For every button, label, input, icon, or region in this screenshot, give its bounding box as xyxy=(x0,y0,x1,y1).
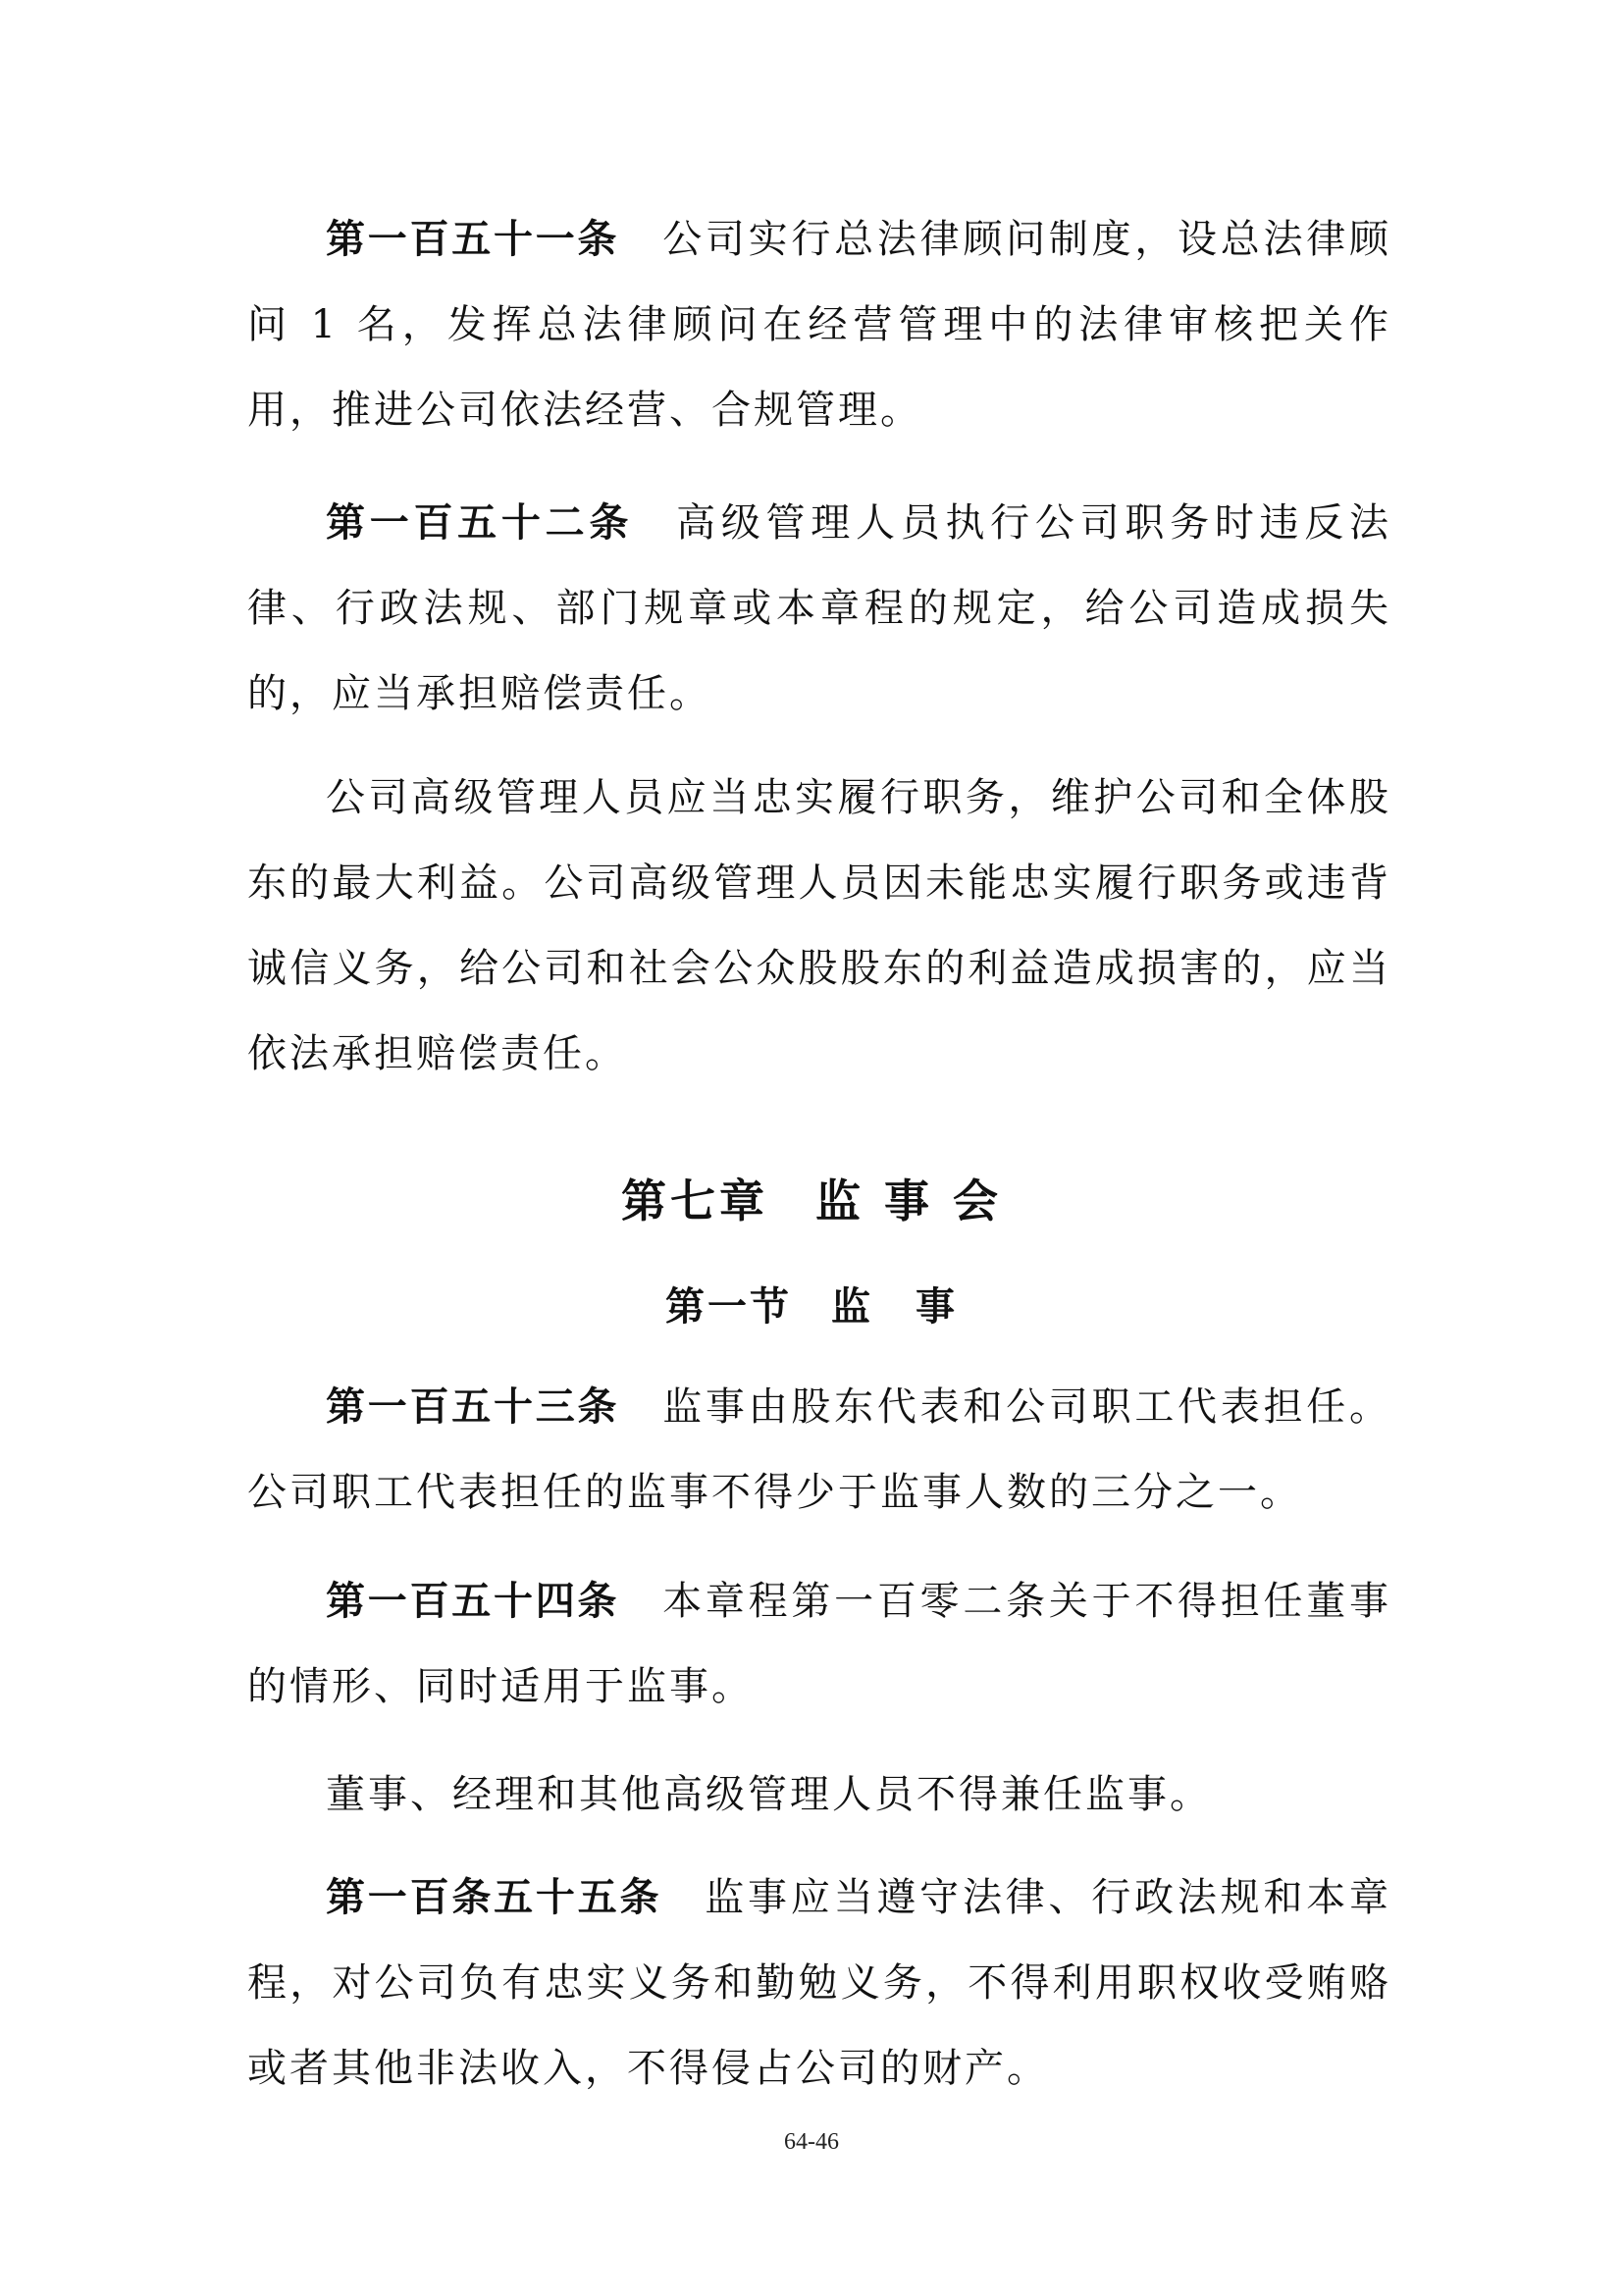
article-number: 第一百五十二条 xyxy=(326,499,634,546)
section-heading xyxy=(0,1276,1623,1331)
article-153 xyxy=(247,1364,1391,1536)
article-152 xyxy=(247,480,1391,737)
section-title: 监 事 xyxy=(831,1283,958,1330)
chapter-title: 监 事 会 xyxy=(814,1174,1003,1227)
article-151 xyxy=(247,196,1391,453)
chapter-heading xyxy=(0,1166,1623,1230)
article-155 xyxy=(247,1854,1391,2112)
article-number: 第一百五十三条 xyxy=(326,1383,620,1430)
article-text: 监事由股东代表和公司职工代表担任。公司职工代表担任的监事不得少于监事人数的三分之一。 xyxy=(247,1384,1392,1515)
article-number: 第一百条五十五条 xyxy=(326,1874,662,1920)
article-154 xyxy=(247,1558,1391,1730)
article-text: 高级管理人员执行公司职务时违反法律、行政法规、部门规章或本章程的规定，给公司造成损失的，应当承担赔偿责任。 xyxy=(247,500,1392,716)
article-text: 监事应当遵守法律、行政法规和本章程，对公司负有忠实义务和勤勉义务，不得利用职权收受贿赂或者其他非法收入，不得侵占公司的财产。 xyxy=(247,1875,1392,2091)
article-text: 公司实行总法律顾问制度，设总法律顾问 1 名，发挥总法律顾问在经营管理中的法律审核把关作用，推进公司依法经营、合规管理。 xyxy=(247,217,1392,433)
article-number: 第一百五十一条 xyxy=(326,216,620,262)
chapter-number: 第七章 xyxy=(620,1174,768,1227)
section-number: 第一节 xyxy=(665,1283,792,1330)
paragraph-exclusion: 董事、经理和其他高级管理人员不得兼任监事。 xyxy=(326,1772,1212,1817)
article-text: 本章程第一百零二条关于不得担任董事的情形、同时适用于监事。 xyxy=(247,1579,1392,1709)
article-number: 第一百五十四条 xyxy=(326,1578,620,1624)
page-number: 64-46 xyxy=(784,2129,839,2155)
paragraph-loyalty: 公司高级管理人员应当忠实履行职务，维护公司和全体股东的最大利益。公司高级管理人员因未能忠实履行职务或违背诚信义务，给公司和社会公众股股东的利益造成损害的，应当依法承担赔偿责任。 xyxy=(247,775,1391,1076)
